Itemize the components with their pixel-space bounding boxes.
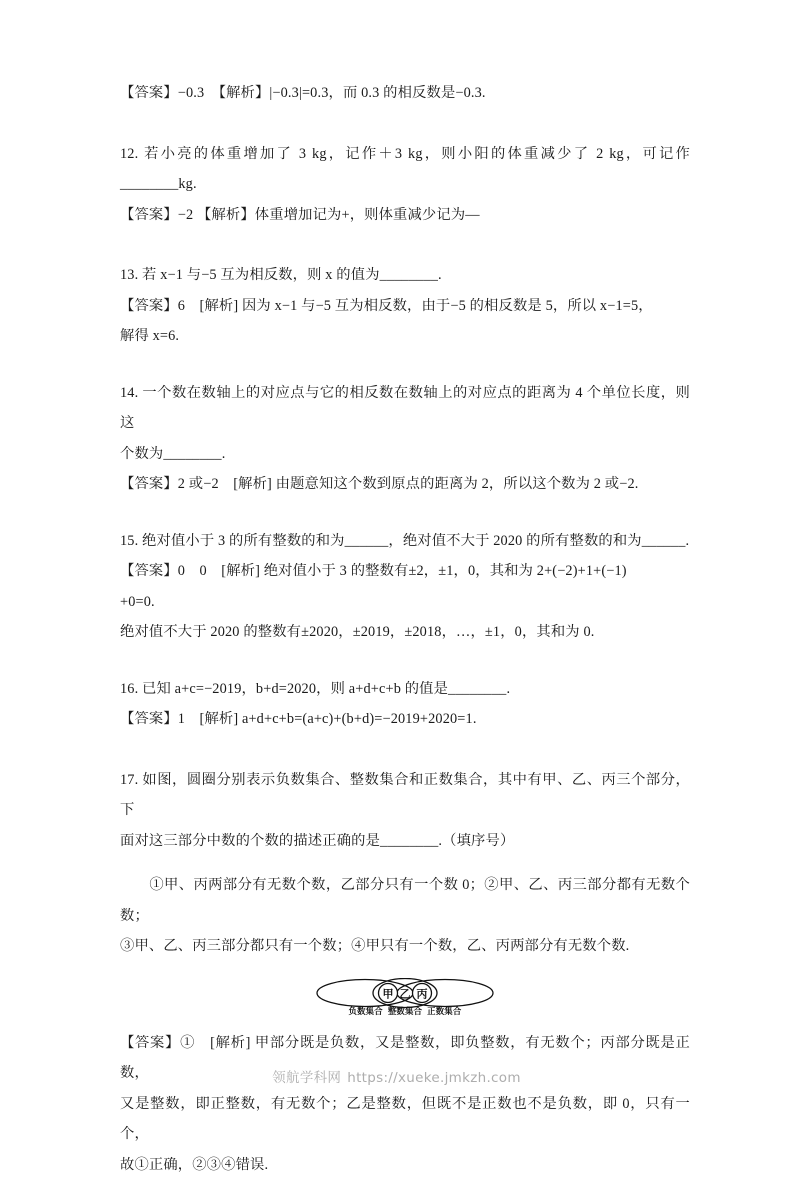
q14-answer-line: 【答案】2 或−2 [解析] 由题意知这个数到原点的距离为 2，所以这个数为 2 或−2. <box>120 469 690 500</box>
q17-stem-line-2: 面对这三部分中数的个数的描述正确的是________.（填序号） <box>120 826 690 857</box>
footer-watermark <box>0 1066 793 1086</box>
region-yi-label: 乙 <box>400 987 411 1000</box>
question-15-block <box>120 526 690 648</box>
q15-stem-line: 15. 绝对值小于 3 的所有整数的和为______，绝对值不大于 2020 的所有整数的和为______. <box>120 526 690 557</box>
question-12-block <box>120 139 690 231</box>
q14-stem-line-2: 个数为________. <box>120 439 690 470</box>
caption-negative-set: 负数集合 <box>349 1005 383 1017</box>
q12-stem-line: 12. 若小亮的体重增加了 3 kg，记作＋3 kg，则小阳的体重减少了 2 kg，可记作________kg. <box>120 139 690 200</box>
q17-stem-line-1: 17. 如图，圆圈分别表示负数集合、整数集合和正数集合，其中有甲、乙、丙三个部分，下 <box>120 765 690 826</box>
question-16-block <box>120 674 690 735</box>
question-11-answer-block <box>120 78 690 109</box>
q12-answer-line: 【答案】−2 【解析】体重增加记为+，则体重减少记为— <box>120 200 690 231</box>
spacer <box>120 500 690 526</box>
footer-site-name: 领航学科网 <box>272 1070 341 1086</box>
q16-stem-line: 16. 已知 a+c=−2019，b+d=2020，则 a+d+c+b 的值是________. <box>120 674 690 705</box>
region-bing-label: 丙 <box>417 986 428 1000</box>
positive-set-ellipse <box>397 979 493 1006</box>
q17-options-line-2: ③甲、乙、丙三部分都只有一个数；④甲只有一个数，乙、丙两部分有无数个数. <box>120 931 690 962</box>
figure-container <box>120 978 690 1028</box>
q15-answer-line-1: 【答案】0 0 [解析] 绝对值小于 3 的整数有±2，±1，0，其和为 2+(−2)+1+(−1) <box>120 556 690 587</box>
q17-answer-line-1: 【答案】① [解析] 甲部分既是负数，又是整数，即负整数，有无数个；丙部分既是正数， <box>120 1028 690 1089</box>
question-14-block <box>120 378 690 500</box>
spacer <box>120 352 690 378</box>
q17-options-line-1: ①甲、丙两部分有无数个数，乙部分只有一个数 0；②甲、乙、丙三部分都有无数个数； <box>120 870 690 931</box>
q15-answer-line-2: +0=0. <box>120 587 690 618</box>
spacer <box>120 856 690 870</box>
q16-answer-line: 【答案】1 [解析] a+d+c+b=(a+c)+(b+d)=−2019+2020=1. <box>120 704 690 735</box>
question-13-block <box>120 260 690 352</box>
q13-answer-line-2: 解得 x=6. <box>120 321 690 352</box>
region-jia-label: 甲 <box>383 987 394 1000</box>
footer-url: https://xueke.jmkzh.com <box>347 1070 521 1086</box>
q13-answer-line-1: 【答案】6 [解析] 因为 x−1 与−5 互为相反数，由于−5 的相反数是 5，所以 x−1=5， <box>120 291 690 322</box>
spacer <box>120 230 690 260</box>
venn-caption-row <box>316 1005 494 1017</box>
q15-answer-line-3: 绝对值不大于 2020 的整数有±2020，±2019，±2018，…，±1，0，其和为 0. <box>120 617 690 648</box>
question-17-block <box>120 765 690 1180</box>
caption-integer-set: 整数集合 <box>388 1005 422 1017</box>
q17-answer-line-3: 故①正确，②③④错误. <box>120 1150 690 1180</box>
spacer <box>120 735 690 765</box>
venn-diagram-number-sets <box>316 978 494 1028</box>
q13-stem-line: 13. 若 x−1 与−5 互为相反数，则 x 的值为________. <box>120 260 690 291</box>
spacer <box>120 109 690 139</box>
q17-answer-line-2: 又是整数，即正整数，有无数个；乙是整数，但既不是正数也不是负数，即 0，只有一个， <box>120 1089 690 1150</box>
caption-positive-set: 正数集合 <box>427 1005 461 1017</box>
spacer <box>120 648 690 674</box>
q11-answer-line: 【答案】−0.3 【解析】|−0.3|=0.3，而 0.3 的相反数是−0.3. <box>120 78 690 109</box>
q14-stem-line-1: 14. 一个数在数轴上的对应点与它的相反数在数轴上的对应点的距离为 4 个单位长度，则这 <box>120 378 690 439</box>
